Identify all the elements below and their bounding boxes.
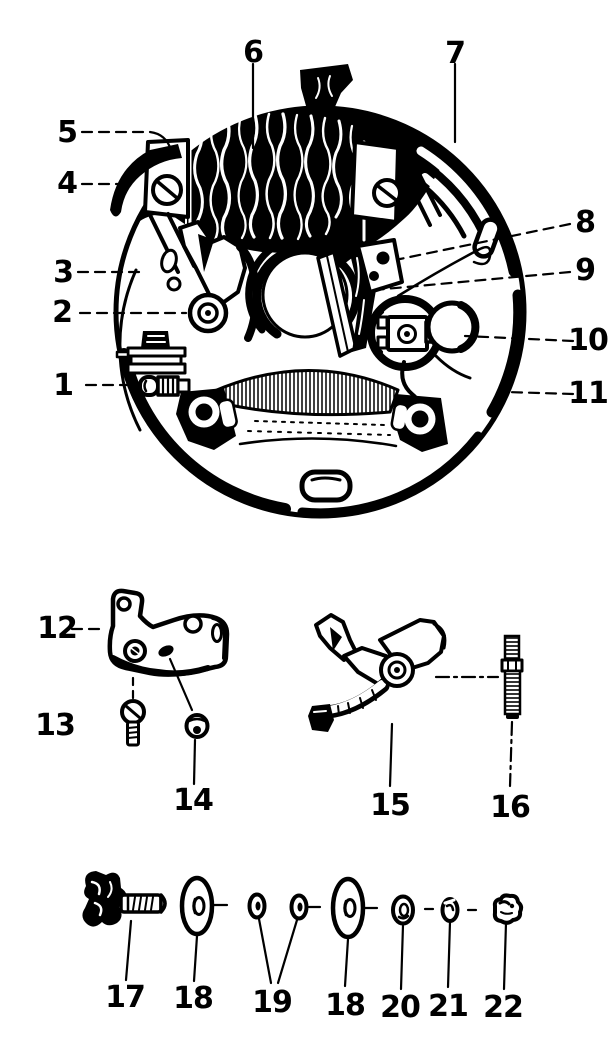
callout-label-18a: 18	[173, 981, 213, 1016]
part-21-lock-washer	[443, 899, 458, 921]
leader-18a	[194, 936, 197, 981]
field-shoe	[212, 370, 398, 446]
part-18a-washer	[182, 878, 212, 934]
leader-22	[504, 923, 506, 989]
callout-label-19: 19	[252, 985, 292, 1020]
callout-label-6: 6	[243, 35, 263, 70]
callout-label-5: 5	[57, 115, 77, 150]
callout-label-2: 2	[52, 295, 72, 330]
leader-15	[390, 724, 392, 786]
callout-label-22: 22	[483, 990, 523, 1025]
mounting-lug-right	[391, 394, 448, 452]
callout-label-14: 14	[173, 783, 213, 818]
callout-label-3: 3	[53, 255, 73, 290]
part-12-bracket	[110, 591, 227, 675]
base-slot	[302, 472, 350, 500]
callout-label-8: 8	[575, 205, 595, 240]
part-16-stud	[502, 636, 522, 719]
callout-label-13: 13	[35, 708, 75, 743]
leader-21	[448, 922, 450, 987]
leader-18b	[345, 939, 348, 986]
part-18b-washer	[333, 879, 363, 937]
callout-label-4: 4	[57, 166, 77, 201]
leader-19b	[278, 920, 297, 983]
leader-17	[126, 921, 131, 980]
part-14-nut	[187, 715, 208, 737]
callout-label-18b: 18	[325, 988, 365, 1023]
callout-label-11: 11	[568, 376, 608, 411]
callout-label-7: 7	[445, 36, 465, 71]
callout-label-10: 10	[568, 323, 608, 358]
terminal-bolt	[140, 377, 189, 395]
part-13-screw	[122, 701, 144, 745]
leader-14b	[194, 740, 195, 784]
callout-label-21: 21	[428, 989, 468, 1024]
part-22-nut	[495, 895, 521, 922]
part-19-washers	[250, 895, 307, 919]
callout-label-17: 17	[105, 980, 145, 1015]
part-20-washer	[393, 897, 413, 924]
callout-label-15: 15	[370, 788, 410, 823]
callout-label-9: 9	[575, 253, 595, 288]
leader-19a	[259, 919, 271, 983]
callout-label-12: 12	[37, 611, 77, 646]
main-assembly-illustration	[110, 64, 524, 516]
part-15-breaker-arm	[308, 615, 445, 732]
callout-label-16: 16	[490, 790, 530, 825]
leader-20	[401, 925, 403, 989]
leader-11	[505, 392, 573, 394]
terminal-stack	[117, 331, 185, 373]
leader-16b	[510, 722, 512, 786]
callout-label-1: 1	[53, 368, 73, 403]
coil-clamp-right	[352, 142, 400, 222]
callout-label-20: 20	[380, 990, 420, 1025]
part-17-cam-bolt	[82, 871, 165, 927]
